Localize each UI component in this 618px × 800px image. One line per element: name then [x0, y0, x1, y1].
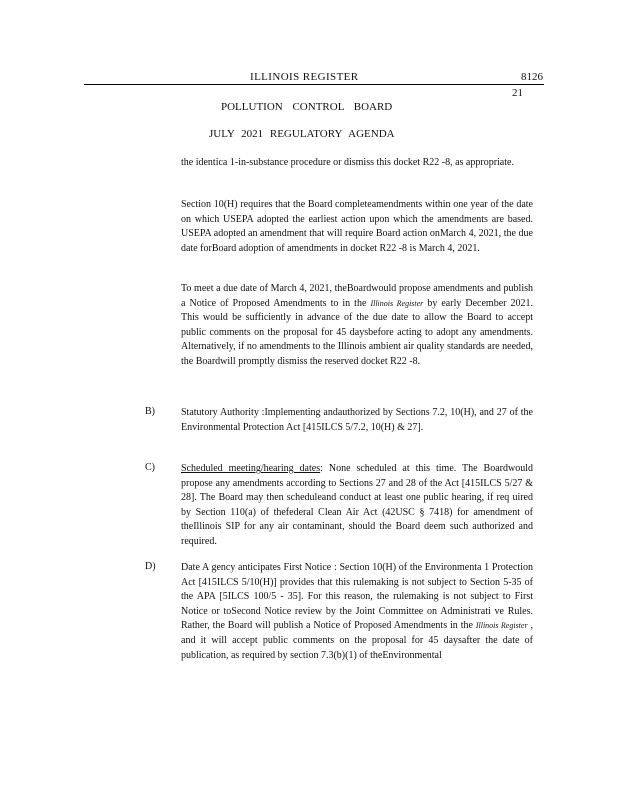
item-c-body: : None scheduled at this time. The Boardwould propose any amendments according to Sections 27 and 28 of the Act [415ILCS 5/27 & 28]. The Board may then scheduleand conduct at least one public hearing, if req uired by Section 110(a) of thefederal Clean Air Act (42USC § 7418) for amendment of theIllinois SIP for any air contaminant, should the Board deem such authorized and required.	[181, 463, 533, 547]
paragraph-3	[181, 282, 533, 370]
paragraph-1: the identica 1-in-substance procedure or dismiss this docket R22 -8, as appropriate.	[181, 157, 514, 168]
illinois-register-italic-2: Illinois Register	[475, 621, 528, 631]
header-divider	[84, 84, 544, 85]
item-d-text	[181, 561, 533, 663]
item-d-part-b: , and it will accept public comments on the proposal for 45 daysafter the date of publication, as required by section 7.3(b)(1) of theEnvironmental	[181, 620, 533, 661]
item-c-heading: Scheduled meeting/hearing dates	[181, 463, 321, 474]
board-heading: POLLUTION CONTROL BOARD	[221, 101, 393, 113]
item-d-label: D)	[145, 561, 156, 572]
page-number: 8126	[521, 71, 543, 83]
item-b-label: B)	[145, 406, 155, 417]
item-c-text	[181, 462, 533, 550]
item-c-label: C)	[145, 462, 155, 473]
agenda-heading: JULY 2021 REGULATORY AGENDA	[209, 128, 395, 140]
paragraph-3-part-a: To meet a due date of March 4, 2021, theBoardwould propose amendments and publish a Notice of Proposed Amendments to in the	[181, 283, 533, 309]
register-title: ILLINOIS REGISTER	[250, 71, 359, 83]
issue-number: 21	[512, 87, 523, 99]
paragraph-2: Section 10(H) requires that the Board completeamendments within one year of the date on which USEPA adopted the earliest action upon which the amendments are based. USEPA adopted an amendment that will require Board action onMarch 4, 2021, the due date forBoard adoption of amendments in docket R22 -8 is March 4, 2021.	[181, 199, 533, 254]
illinois-register-italic: Illinois Register	[370, 298, 424, 308]
item-b-text: Statutory Authority :Implementing andauthorized by Sections 7.2, 10(H), and 27 of the Environmental Protection Act [415ILCS 5/7.2, 10(H) & 27].	[181, 407, 533, 433]
paragraph-3-part-b: by early December 2021. This would be sufficiently in advance of the due date to allow the Board to accept public comments on the proposal for 45 daysbefore acting to adopt any amendments. Alternatively, if no amendments to the Illinois ambient air quality standards are needed, the Boardwill promptly dismiss the reserved docket R22 -8.	[181, 297, 533, 367]
item-d-part-a: Date A gency anticipates First Notice : Section 10(H) of the Environmenta 1 Protection Act [415ILCS 5/10(H)] provides that this rulemaking is not subject to Section 5-35 of the APA [5ILCS 100/5 - 35]. For this reason, the rulemaking is not subject to First Notice or toSecond Notice review by the Joint Committee on Administrati ve Rules. Rather, the Board will publish a Notice of Proposed Amendments in the	[181, 562, 533, 632]
